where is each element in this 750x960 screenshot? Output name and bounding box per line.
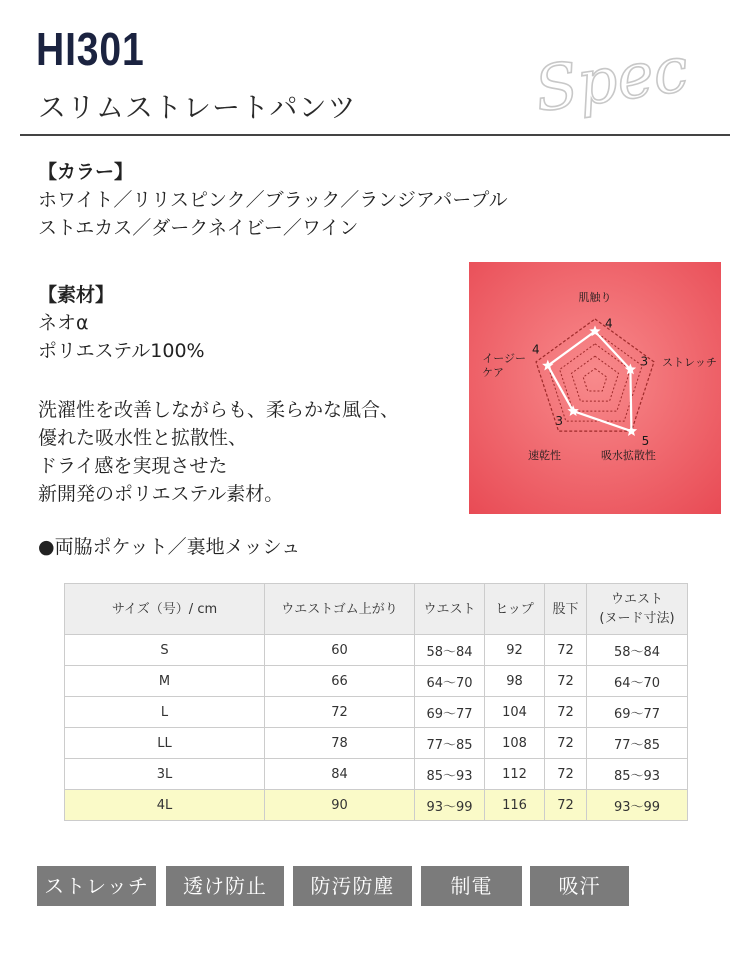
cell-waist-rubber: 90 [265,790,415,821]
radar-value-label: 3 [555,414,563,429]
feature-badge: 吸汗 [530,866,629,906]
cell-inseam: 72 [545,728,587,759]
cell-waist-rubber: 78 [265,728,415,759]
size-row [65,635,688,666]
cell-waist-rubber: 72 [265,697,415,728]
cell-hip: 116 [485,790,545,821]
cell-size: 4L [65,790,265,821]
feature-badge: 透け防止 [166,866,284,906]
size-table-header [65,584,688,635]
cell-inseam: 72 [545,759,587,790]
cell-hip: 108 [485,728,545,759]
cell-hip: 98 [485,666,545,697]
color-list-line-2: ストエカス／ダークネイビー／ワイン [38,217,359,239]
radar-value-label: 4 [532,342,540,357]
cell-waist-nude: 69〜77 [587,697,688,728]
header-waist-nude-line2: (ヌード寸法) [599,611,675,626]
cell-waist-nude: 77〜85 [587,728,688,759]
header-hip: ヒップ [485,584,545,635]
feature-badge: ストレッチ [37,866,156,906]
radar-value-label: 4 [605,316,613,331]
radar-axis-label: 肌触り [578,291,612,304]
cell-waist: 69〜77 [415,697,485,728]
description-line-2: 優れた吸水性と拡散性、 [38,427,248,449]
cell-waist: 58〜84 [415,635,485,666]
cell-size: 3L [65,759,265,790]
cell-waist-nude: 85〜93 [587,759,688,790]
cell-waist-rubber: 84 [265,759,415,790]
product-name: スリムストレートパンツ [38,91,357,124]
material-heading: 【素材】 [38,284,115,306]
cell-waist-nude: 64〜70 [587,666,688,697]
size-row [65,697,688,728]
radar-axis-label: 速乾性 [528,449,562,463]
size-row [65,759,688,790]
cell-waist: 85〜93 [415,759,485,790]
color-list-line-1: ホワイト／リリスピンク／ブラック／ランジアパープル [38,189,508,211]
radar-value-label: 3 [640,354,649,369]
cell-hip: 104 [485,697,545,728]
cell-size: M [65,666,265,697]
cell-inseam: 72 [545,635,587,666]
spec-logo-text: Spec [530,32,693,126]
radar-value-label: 5 [641,434,650,449]
cell-waist: 93〜99 [415,790,485,821]
radar-axis-label: イージー [482,351,527,365]
description-line-4: 新開発のポリエステル素材。 [38,483,284,505]
size-row [65,666,688,697]
header-size: サイズ（号）/ cm [65,584,265,635]
product-code: HI301 [36,23,145,75]
header-waist-nude-line1: ウエスト [610,592,663,607]
cell-waist-nude: 93〜99 [587,790,688,821]
feature-badge: 制電 [421,866,522,906]
color-heading: 【カラー】 [38,161,134,183]
radar-axis-label: ケア [482,365,505,379]
cell-waist: 64〜70 [415,666,485,697]
cell-waist-nude: 58〜84 [587,635,688,666]
cell-size: L [65,697,265,728]
cell-waist-rubber: 60 [265,635,415,666]
header-waist-rubber: ウエストゴム上がり [265,584,415,635]
cell-size: LL [65,728,265,759]
cell-waist: 77〜85 [415,728,485,759]
cell-inseam: 72 [545,697,587,728]
header-divider [20,134,730,136]
header-waist: ウエスト [415,584,485,635]
cell-inseam: 72 [545,666,587,697]
cell-hip: 112 [485,759,545,790]
radar-axis-label: 吸水拡散性 [600,449,656,463]
radar-axis-label: ストレッチ [661,355,717,369]
cell-hip: 92 [485,635,545,666]
cell-inseam: 72 [545,790,587,821]
description-line-3: ドライ感を実現させた [38,455,228,477]
header-waist-nude [587,584,688,635]
cell-size: S [65,635,265,666]
feature-badge: 防汚防塵 [293,866,412,906]
header-inseam: 股下 [545,584,587,635]
cell-waist-rubber: 66 [265,666,415,697]
material-name: ネオα [38,312,89,334]
size-table [64,583,688,821]
features-text: ●両脇ポケット／裏地メッシュ [38,536,301,558]
description-line-1: 洗濯性を改善しながらも、柔らかな風合、 [38,399,400,421]
material-composition: ポリエステル100% [38,340,205,362]
size-row [65,728,688,759]
radar-chart [469,262,721,514]
spec-logo [528,20,728,130]
size-row [65,790,688,821]
